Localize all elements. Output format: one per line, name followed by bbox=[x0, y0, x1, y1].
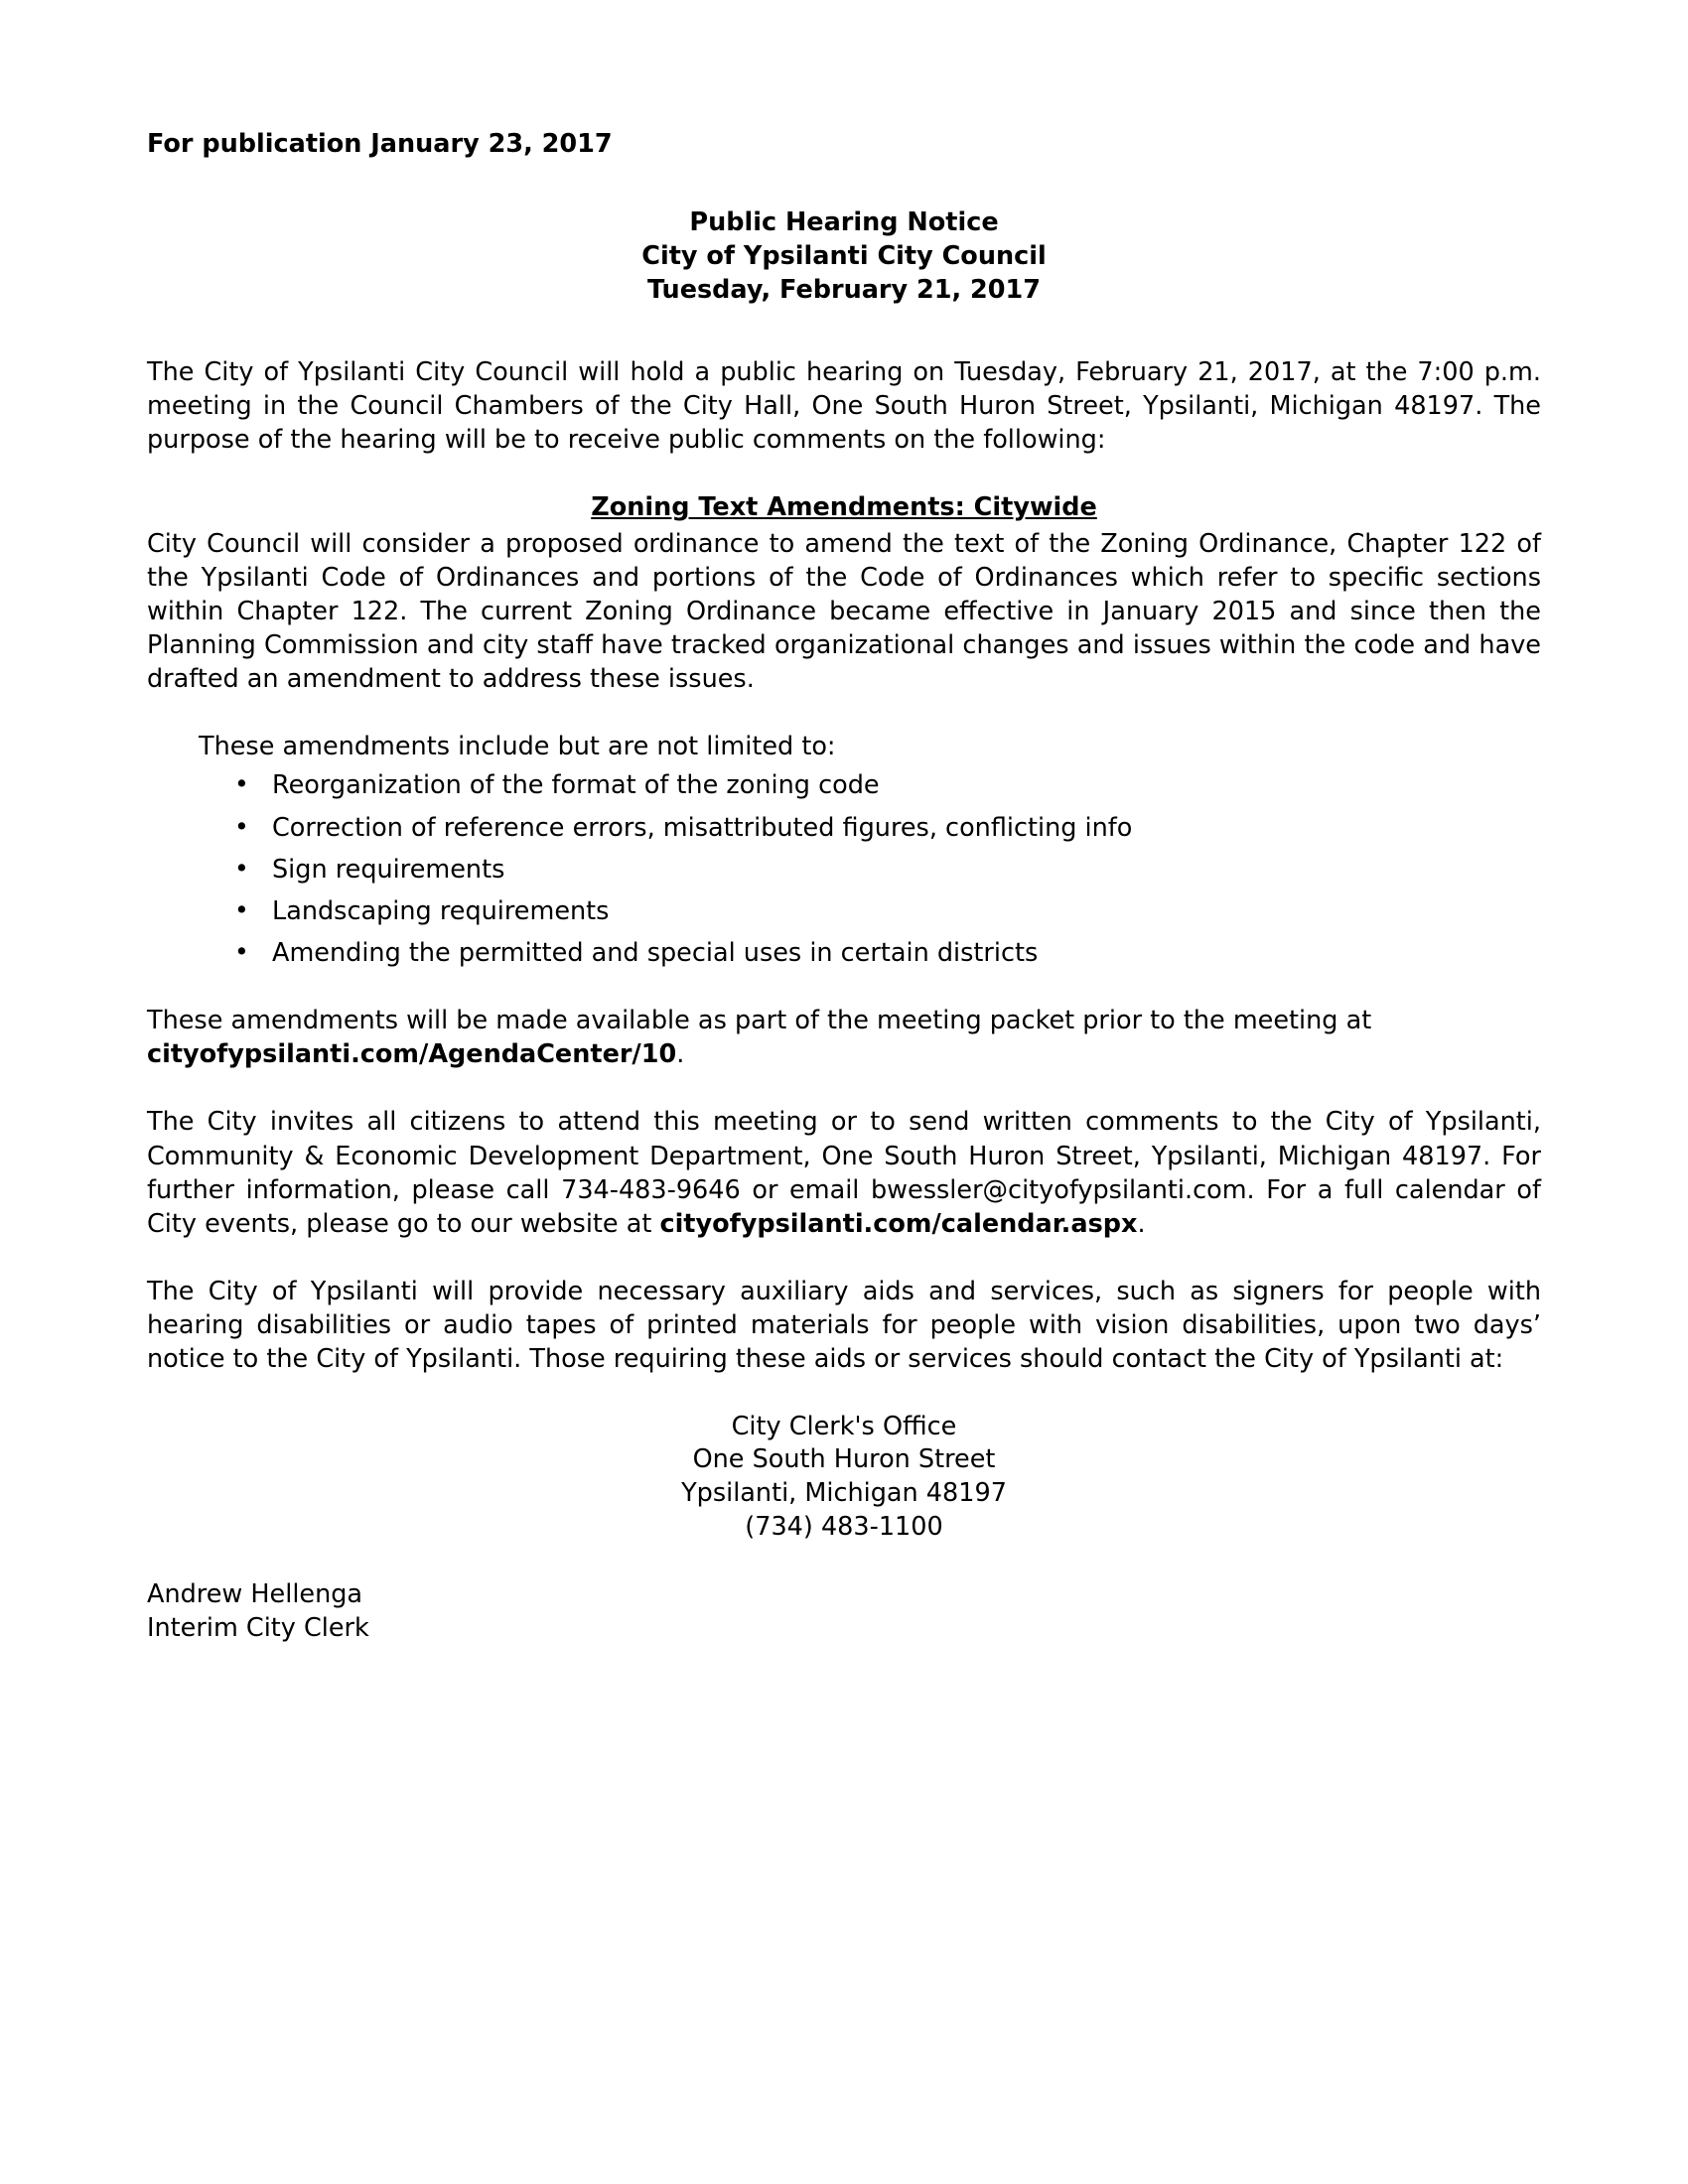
intro-paragraph: The City of Ypsilanti City Council will hold a public hearing on Tuesday, February 21, 2017, at the 7:00 p.m. meeting in the Council Chambers of the City Hall, One South Huron Street, Ypsilanti, Michigan 48197. The purpose of the hearing will be to receive public comments on the following: bbox=[147, 356, 1541, 456]
packet-availability-paragraph bbox=[147, 1004, 1541, 1071]
signer-title: Interim City Clerk bbox=[147, 1613, 369, 1644]
packet-paragraph-period: . bbox=[676, 1039, 685, 1070]
contact-city-state-zip: Ypsilanti, Michigan 48197 bbox=[681, 1478, 1007, 1509]
amendments-list bbox=[147, 769, 1541, 970]
list-item: • Sign requirements bbox=[147, 854, 1541, 887]
accessibility-paragraph: The City of Ypsilanti will provide necessary auxiliary aids and services, such as signers for people with hearing disabilities or audio tapes of printed materials for people with vision disabilities, upon two days’ notice to the City of Ypsilanti. Those requiring these aids or services should contact the City of Ypsilanti at: bbox=[147, 1277, 1541, 1375]
notice-title-line-2: City of Ypsilanti City Council bbox=[641, 241, 1047, 272]
publication-line: For publication January 23, 2017 bbox=[147, 129, 613, 159]
contact-office: City Clerk's Office bbox=[731, 1411, 957, 1441]
agenda-center-link[interactable]: cityofypsilanti.com/AgendaCenter/10 bbox=[147, 1039, 677, 1070]
list-item: • Reorganization of the format of the zoning code bbox=[147, 769, 1541, 802]
contact-address: One South Huron Street bbox=[692, 1444, 996, 1475]
section-heading-zoning-text-amendments: Zoning Text Amendments: Citywide bbox=[591, 492, 1097, 523]
list-item: • Amending the permitted and special uses in certain districts bbox=[147, 937, 1541, 970]
notice-title-block bbox=[147, 206, 1541, 308]
notice-title-line-1: Public Hearing Notice bbox=[689, 207, 999, 238]
invitation-paragraph-text: The City invites all citizens to attend this meeting or to send written comments to the City of Ypsilanti, Community & Economic Development Department, One South Huron Street, Ypsilanti, Michigan 48197. For further information, please call 734-483-9646 or email bwessler@cityofypsilanti.com. For a full calendar of City events, please go to our website at bbox=[147, 1107, 1541, 1239]
document-body bbox=[147, 127, 1541, 1646]
notice-title-line-3: Tuesday, February 21, 2017 bbox=[646, 274, 1042, 305]
packet-paragraph-text: These amendments will be made available as part of the meeting packet prior to the meeting at bbox=[147, 1006, 1372, 1036]
zoning-amendment-paragraph: City Council will consider a proposed ordinance to amend the text of the Zoning Ordinance, Chapter 122 of the Ypsilanti Code of Ordinances and portions of the Code of Ordinances which refer to specific sections within Chapter 122. The current Zoning Ordinance became effective in January 2015 and since then the Planning Commission and city staff have tracked organizational changes and issues within the code and have drafted an amendment to address these issues. bbox=[147, 528, 1541, 695]
invitation-paragraph-period: . bbox=[1137, 1208, 1146, 1239]
contact-block bbox=[147, 1411, 1541, 1546]
amendments-intro: These amendments include but are not limited to: bbox=[199, 732, 836, 762]
list-item: • Correction of reference errors, misattributed figures, conflicting info bbox=[147, 812, 1541, 845]
calendar-link[interactable]: cityofypsilanti.com/calendar.aspx bbox=[659, 1208, 1138, 1239]
contact-phone: (734) 483-1100 bbox=[745, 1512, 943, 1543]
list-item: • Landscaping requirements bbox=[147, 895, 1541, 928]
invitation-paragraph bbox=[147, 1105, 1541, 1241]
signer-name: Andrew Hellenga bbox=[147, 1579, 363, 1610]
signature-block bbox=[147, 1578, 1541, 1646]
